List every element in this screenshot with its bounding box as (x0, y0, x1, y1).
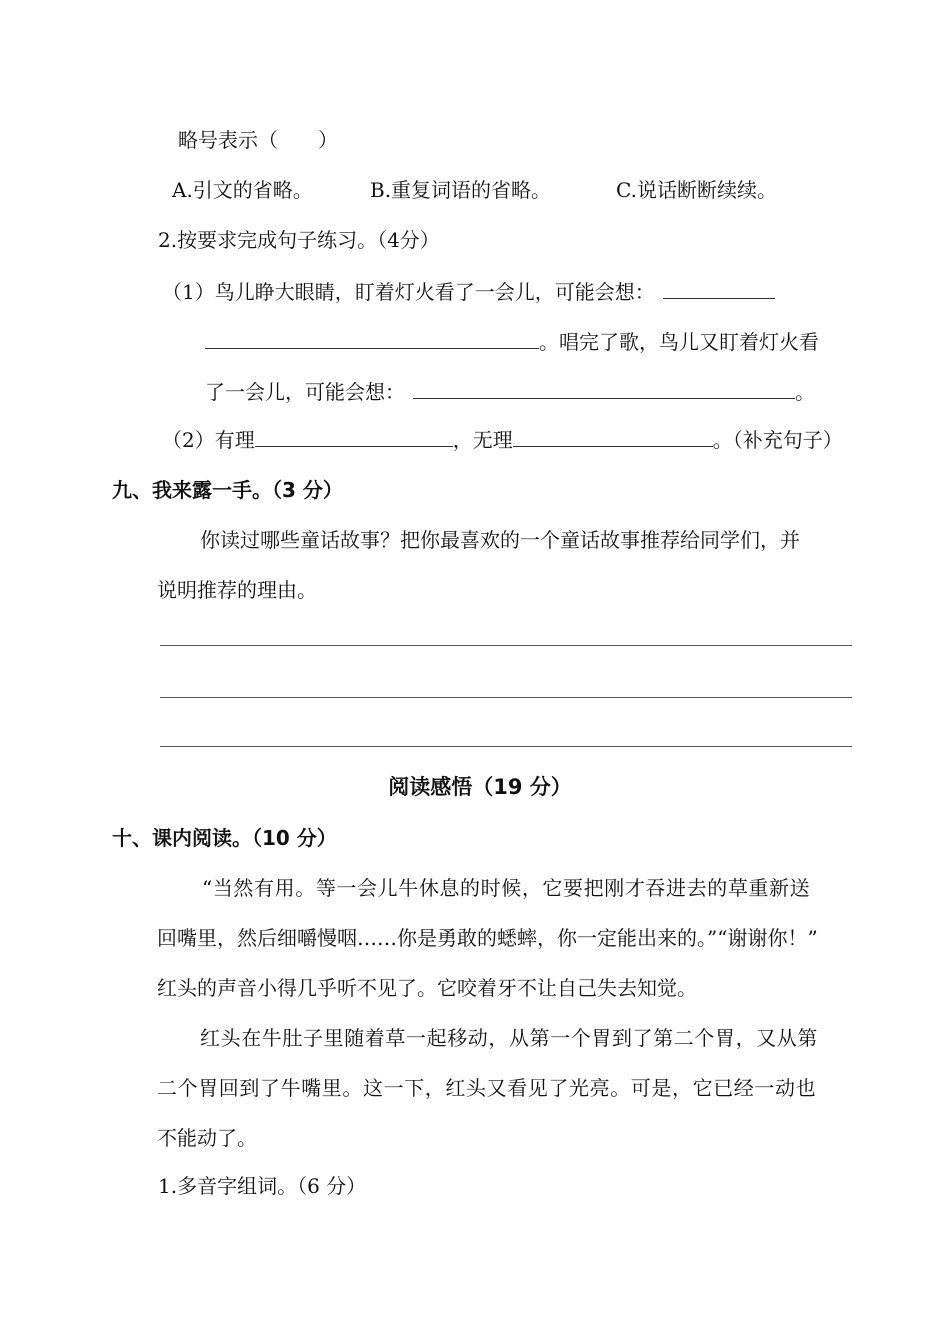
sentence-2-text-b: ，无理 (452, 428, 513, 452)
answer-blank[interactable] (205, 328, 539, 349)
section-9-text-1: 你读过哪些童话故事？把你最喜欢的一个童话故事推荐给同学们，并 (200, 528, 800, 552)
section-9-heading: 九、我来露一手。（3 分） (112, 478, 343, 502)
writing-line[interactable] (160, 697, 852, 698)
answer-blank[interactable] (255, 426, 453, 447)
sentence-1-line-2 (205, 328, 819, 356)
question-title: 2.按要求完成句子练习。（4分） (158, 228, 440, 252)
answer-blank[interactable] (663, 278, 775, 299)
passage-p1-line-2: 回嘴里，然后细嚼慢咽……你是勇敢的蟋蟀，你一定能出来的。”“谢谢你！” (157, 926, 818, 950)
answer-blank[interactable] (513, 426, 713, 447)
section-10-heading: 十、课内阅读。（10 分） (112, 826, 337, 850)
sentence-1-text-a: （1）鸟儿睁大眼睛，盯着灯火看了一会儿，可能会想： (162, 280, 655, 304)
answer-blank[interactable] (413, 378, 795, 399)
sentence-1-end: 。 (795, 380, 815, 404)
passage-p1-line-1: “当然有用。等一会儿牛休息的时候，它要把刚才吞进去的草重新送 (202, 876, 811, 900)
reading-section-heading: 阅读感悟（19 分） (388, 775, 572, 799)
passage-p2-line-1: 红头在牛肚子里随着草一起移动，从第一个胃到了第二个胃，又从第 (200, 1026, 818, 1050)
sentence-1-line-1 (162, 278, 775, 306)
option-a: A.引文的省略。 (172, 178, 313, 202)
passage-p2-line-3: 不能动了。 (157, 1126, 257, 1150)
question-1-title: 1.多音字组词。（6 分） (158, 1174, 367, 1198)
sentence-2-text-a: （2）有理 (162, 428, 255, 452)
sentence-2-line (162, 426, 843, 454)
writing-line[interactable] (160, 645, 852, 646)
sentence-1-line-3 (205, 378, 815, 406)
sentence-1-text-b: 。唱完了歌，鸟儿又盯着灯火看 (539, 330, 819, 354)
passage-p1-line-3: 红头的声音小得几乎听不见了。它咬着牙不让自己失去知觉。 (157, 976, 697, 1000)
sentence-2-text-c: 。（补充句子） (712, 428, 843, 452)
writing-line[interactable] (160, 746, 852, 747)
passage-p2-line-2: 二个胃回到了牛嘴里。这一下，红头又看见了光亮。可是，它已经一动也 (157, 1076, 817, 1100)
sentence-1-text-c: 了一会儿，可能会想： (205, 380, 405, 404)
section-9-text-2: 说明推荐的理由。 (157, 578, 317, 602)
question-prompt: 略号表示（ ） (178, 128, 338, 152)
option-c: C.说话断断续续。 (616, 178, 777, 202)
option-b: B.重复词语的省略。 (370, 178, 552, 202)
